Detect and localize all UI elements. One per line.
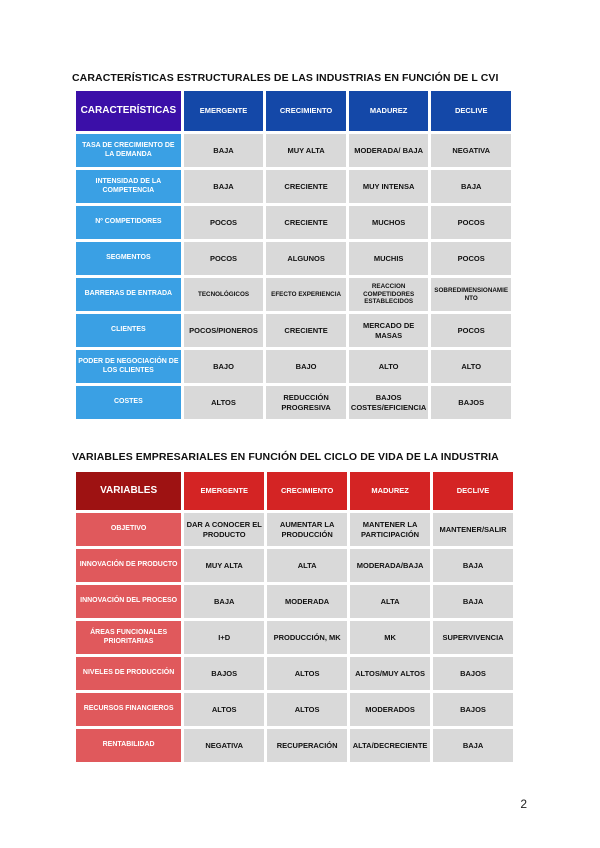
- table-cell: ALTA: [350, 585, 430, 618]
- table-cell: ALTOS: [267, 657, 347, 690]
- table-cell: ALTA: [267, 549, 347, 582]
- table-cell: ALTOS/MUY ALTOS: [350, 657, 430, 690]
- header-madurez: MADUREZ: [349, 91, 429, 131]
- row-label: INNOVACIÓN DE PRODUCTO: [76, 549, 181, 582]
- header-madurez: MADUREZ: [350, 472, 430, 510]
- table-cell: REDUCCIÓN PROGRESIVA: [266, 386, 346, 419]
- table-row: [76, 134, 511, 167]
- table-cell: BAJA: [184, 585, 264, 618]
- table-cell: BAJOS: [431, 386, 511, 419]
- table-header-row: [76, 91, 511, 131]
- header-emergente: EMERGENTE: [184, 472, 264, 510]
- table-cell: NEGATIVA: [431, 134, 511, 167]
- row-label: BARRERAS DE ENTRADA: [76, 278, 181, 311]
- table-row: [76, 585, 513, 618]
- table-cell: MUY INTENSA: [349, 170, 429, 203]
- table-cell: MUCHOS: [349, 206, 429, 239]
- table-cell: POCOS: [184, 242, 264, 275]
- table-cell: CRECIENTE: [266, 170, 346, 203]
- row-label: RENTABILIDAD: [76, 729, 181, 762]
- table-cell: MUCHIS: [349, 242, 429, 275]
- table-cell: BAJA: [433, 585, 513, 618]
- table-cell: ALGUNOS: [266, 242, 346, 275]
- table-row: [76, 206, 511, 239]
- table-cell: POCOS: [431, 314, 511, 347]
- row-label: PODER DE NEGOCIACIÓN DE LOS CLIENTES: [76, 350, 181, 383]
- table-cell: SUPERVIVENCIA: [433, 621, 513, 654]
- table-cell: AUMENTAR LA PRODUCCIÓN: [267, 513, 347, 546]
- table-row: [76, 513, 513, 546]
- row-label: SEGMENTOS: [76, 242, 181, 275]
- table-cell: PRODUCCIÓN, MK: [267, 621, 347, 654]
- table-cell: MODERADA: [267, 585, 347, 618]
- row-label: CLIENTES: [76, 314, 181, 347]
- table-cell: MODERADA/BAJA: [350, 549, 430, 582]
- table-cell: TECNOLÓGICOS: [184, 278, 264, 311]
- table1-title: CARACTERÍSTICAS ESTRUCTURALES DE LAS INDUSTRIAS EN FUNCIÓN DE L CVI: [72, 72, 499, 84]
- table-cell: POCOS: [431, 206, 511, 239]
- table-row: [76, 657, 513, 690]
- table-cell: MERCADO DE MASAS: [349, 314, 429, 347]
- table-cell: MK: [350, 621, 430, 654]
- row-label: TASA DE CRECIMIENTO DE LA DEMANDA: [76, 134, 181, 167]
- table-cell: SOBREDIMENSIONAMIENTO: [431, 278, 511, 311]
- row-label: ÁREAS FUNCIONALES PRIORITARIAS: [76, 621, 181, 654]
- table-cell: ALTO: [431, 350, 511, 383]
- table-cell: ALTA/DECRECIENTE: [350, 729, 430, 762]
- table-header-row: [76, 472, 513, 510]
- table-cell: MUY ALTA: [184, 549, 264, 582]
- row-label: INTENSIDAD DE LA COMPETENCIA: [76, 170, 181, 203]
- table-cell: MODERADA/ BAJA: [349, 134, 429, 167]
- header-declive: DECLIVE: [433, 472, 513, 510]
- table-cell: POCOS: [431, 242, 511, 275]
- table-cell: MANTENER/SALIR: [433, 513, 513, 546]
- table2-title: VARIABLES EMPRESARIALES EN FUNCIÓN DEL CICLO DE VIDA DE LA INDUSTRIA: [72, 451, 499, 463]
- header-variables: VARIABLES: [76, 472, 181, 510]
- table-cell: I+D: [184, 621, 264, 654]
- row-label: COSTES: [76, 386, 181, 419]
- header-crecimiento: CRECIMIENTO: [267, 472, 347, 510]
- row-label: OBJETIVO: [76, 513, 181, 546]
- business-variables-table: [73, 469, 516, 765]
- table-cell: ALTOS: [184, 693, 264, 726]
- industry-characteristics-table: [73, 88, 514, 422]
- table-row: [76, 314, 511, 347]
- header-caracteristicas: CARACTERÍSTICAS: [76, 91, 181, 131]
- table-cell: CRECIENTE: [266, 314, 346, 347]
- table-row: [76, 693, 513, 726]
- table-cell: BAJA: [184, 170, 264, 203]
- header-crecimiento: CRECIMIENTO: [266, 91, 346, 131]
- table-cell: MANTENER LA PARTICIPACIÓN: [350, 513, 430, 546]
- table-cell: ALTO: [349, 350, 429, 383]
- table-cell: BAJOS: [433, 693, 513, 726]
- table-cell: BAJA: [433, 729, 513, 762]
- table-row: [76, 350, 511, 383]
- table-cell: BAJA: [431, 170, 511, 203]
- table-cell: BAJOS: [184, 657, 264, 690]
- table-cell: BAJO: [184, 350, 264, 383]
- header-declive: DECLIVE: [431, 91, 511, 131]
- row-label: RECURSOS FINANCIEROS: [76, 693, 181, 726]
- table-row: [76, 729, 513, 762]
- table-cell: MODERADOS: [350, 693, 430, 726]
- table-cell: POCOS/PIONEROS: [184, 314, 264, 347]
- table-row: [76, 278, 511, 311]
- header-emergente: EMERGENTE: [184, 91, 264, 131]
- table-row: [76, 386, 511, 419]
- row-label: INNOVACIÓN DEL PROCESO: [76, 585, 181, 618]
- table-cell: ALTOS: [267, 693, 347, 726]
- table-cell: POCOS: [184, 206, 264, 239]
- row-label: Nº COMPETIDORES: [76, 206, 181, 239]
- table-cell: NEGATIVA: [184, 729, 264, 762]
- table-cell: BAJOS COSTES/EFICIENCIA: [349, 386, 429, 419]
- table-cell: EFECTO EXPERIENCIA: [266, 278, 346, 311]
- table-cell: REACCION COMPETIDORES ESTABLECIDOS: [349, 278, 429, 311]
- table-row: [76, 621, 513, 654]
- page-number: 2: [520, 797, 527, 811]
- table-cell: BAJO: [266, 350, 346, 383]
- table-cell: ALTOS: [184, 386, 264, 419]
- table-row: [76, 170, 511, 203]
- table-cell: CRECIENTE: [266, 206, 346, 239]
- row-label: NIVELES DE PRODUCCIÓN: [76, 657, 181, 690]
- table-cell: DAR A CONOCER EL PRODUCTO: [184, 513, 264, 546]
- table-cell: BAJA: [184, 134, 264, 167]
- table-cell: RECUPERACIÓN: [267, 729, 347, 762]
- table-cell: MUY ALTA: [266, 134, 346, 167]
- table-cell: BAJA: [433, 549, 513, 582]
- table-cell: BAJOS: [433, 657, 513, 690]
- table-row: [76, 549, 513, 582]
- table-row: [76, 242, 511, 275]
